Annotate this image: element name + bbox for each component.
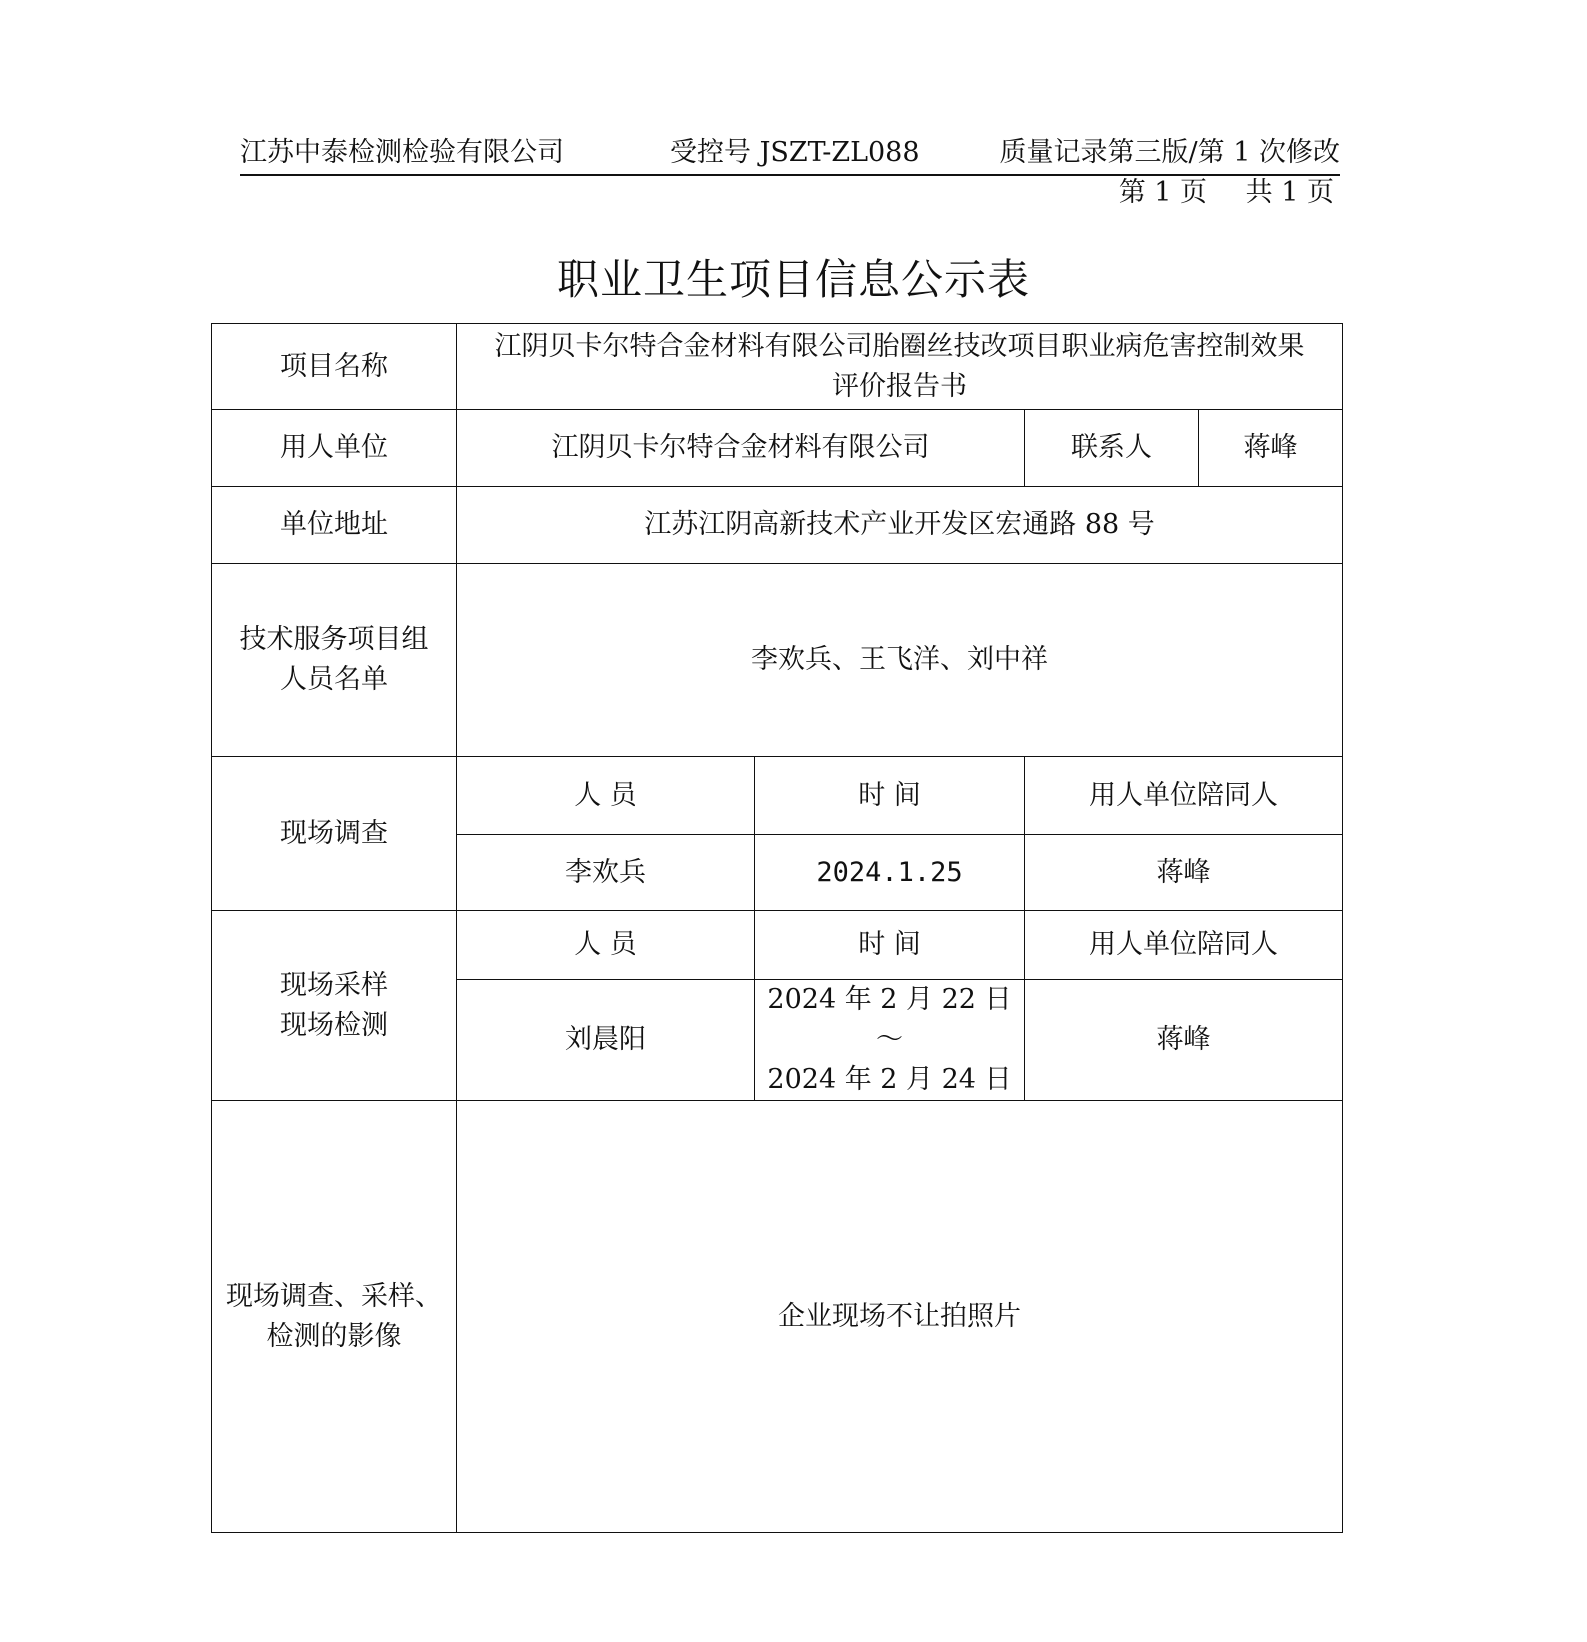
row-address (212, 487, 1343, 564)
site-survey-time: 2024.1.25 (755, 835, 1025, 911)
row-project-name (212, 324, 1343, 410)
team-label (212, 564, 457, 757)
row-site-survey-header (212, 757, 1343, 835)
page-current: 第 1 页 (1118, 177, 1208, 208)
sampling-label-line2: 现场检测 (280, 1009, 388, 1041)
images-label-line2: 检测的影像 (266, 1320, 402, 1352)
sampling-time-line1: 2024 年 2 月 22 日～ (767, 984, 1012, 1055)
page-info (1119, 176, 1334, 210)
project-name-line1: 江阴贝卡尔特合金材料有限公司胎圈丝技改项目职业病危害控制效果 (494, 330, 1305, 362)
address-value: 江苏江阴高新技术产业开发区宏通路 88 号 (457, 487, 1343, 564)
document-title: 职业卫生项目信息公示表 (556, 255, 1030, 304)
team-label-line2: 人员名单 (280, 664, 388, 695)
sampling-time (755, 980, 1025, 1101)
header-control-number: 受控号 JSZT-ZL088 (670, 137, 920, 168)
contact-value: 蒋峰 (1199, 410, 1343, 487)
site-survey-col-person: 人 员 (457, 757, 755, 835)
images-label-line1: 现场调查、采样、 (226, 1280, 442, 1312)
header-company: 江苏中泰检测检验有限公司 (240, 137, 564, 168)
team-label-line1: 技术服务项目组 (239, 624, 429, 655)
sampling-label (212, 911, 457, 1101)
sampling-label-line1: 现场采样 (280, 969, 388, 1001)
address-label: 单位地址 (212, 487, 457, 564)
employer-label: 用人单位 (212, 410, 457, 487)
row-team (212, 564, 1343, 757)
project-name-line2: 评价报告书 (832, 370, 967, 402)
sampling-col-time: 时 间 (755, 911, 1025, 980)
row-employer (212, 410, 1343, 487)
page-total: 共 1 页 (1245, 177, 1334, 208)
team-value: 李欢兵、王飞洋、刘中祥 (457, 564, 1343, 757)
header-quality-record: 质量记录第三版/第 1 次修改 (999, 137, 1340, 168)
info-table (211, 323, 1343, 1533)
project-name-value (457, 324, 1343, 410)
sampling-person: 刘晨阳 (457, 980, 755, 1101)
site-survey-col-time: 时 间 (755, 757, 1025, 835)
contact-label: 联系人 (1025, 410, 1199, 487)
images-value: 企业现场不让拍照片 (457, 1101, 1343, 1533)
project-name-label: 项目名称 (212, 324, 457, 410)
document-header (240, 134, 1340, 176)
row-sampling-header (212, 911, 1343, 980)
row-images (212, 1101, 1343, 1533)
site-survey-col-escort: 用人单位陪同人 (1025, 757, 1343, 835)
site-survey-escort: 蒋峰 (1025, 835, 1343, 911)
site-survey-label: 现场调查 (212, 757, 457, 911)
images-label (212, 1101, 457, 1533)
site-survey-person: 李欢兵 (457, 835, 755, 911)
sampling-escort: 蒋峰 (1025, 980, 1343, 1101)
sampling-col-person: 人 员 (457, 911, 755, 980)
employer-value: 江阴贝卡尔特合金材料有限公司 (457, 410, 1025, 487)
sampling-time-line2: 2024 年 2 月 24 日 (767, 1064, 1012, 1095)
sampling-col-escort: 用人单位陪同人 (1025, 911, 1343, 980)
